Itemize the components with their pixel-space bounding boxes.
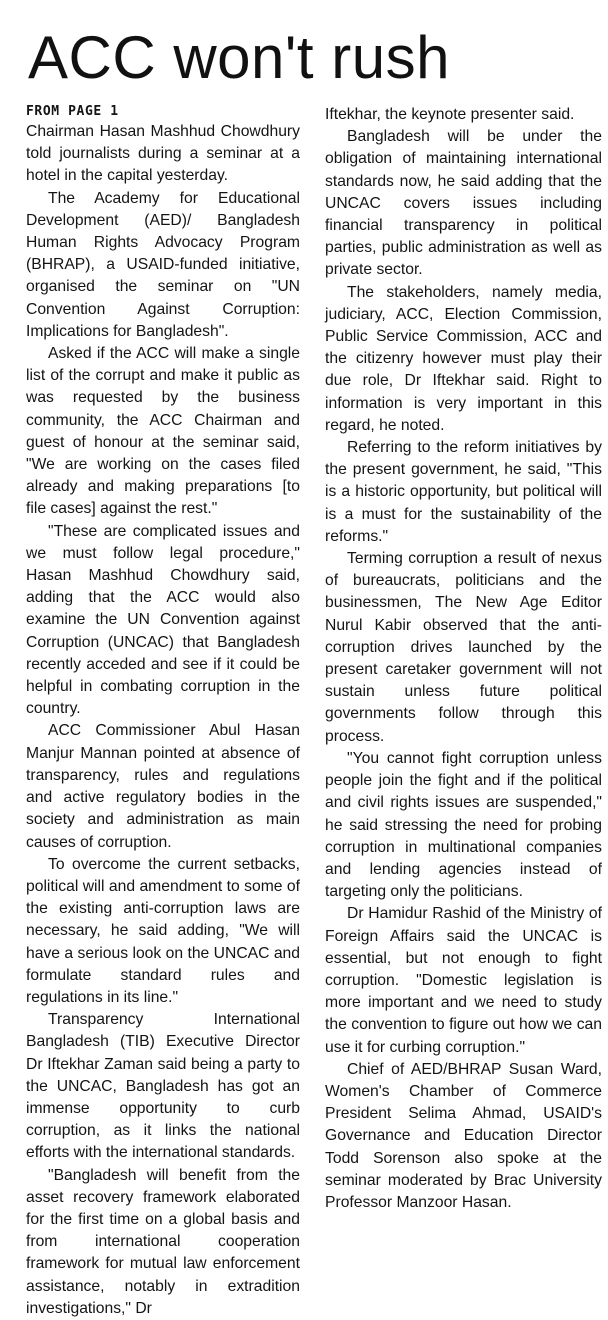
continuation-kicker: FROM PAGE 1 bbox=[26, 104, 119, 119]
article-column-right bbox=[325, 104, 602, 1289]
paragraph: The stakeholders, namely media, judiciary, ACC, Election Commission, Public Service Commission, ACC and the citizenry however must play their due role, Dr Iftekhar said. Right to information is very important in this regard, he noted. bbox=[325, 283, 602, 434]
paragraph: Chairman Hasan Mashhud Chowdhury told journalists during a seminar at a hotel in the capital yesterday. bbox=[26, 123, 300, 185]
paragraph: The Academy for Educational Development (AED)/ Bangladesh Human Rights Advocacy Program (BHRAP), a USAID-funded initiative, organised the seminar on "UN Convention Against Corruption: Implications for Bangladesh". bbox=[26, 189, 300, 340]
article-column-left bbox=[26, 104, 300, 1317]
paragraph: "You cannot fight corruption unless people join the fight and if the political and civil rights issues are suspended," he said stressing the need for probing corruption in multinational companies and lending agencies instead of targeting only the politicians. bbox=[325, 749, 602, 901]
paragraph: "These are complicated issues and we must follow legal procedure," Hasan Mashhud Chowdhury said, adding that the ACC would also examine the UN Convention against Corruption (UNCAC) that Bangladesh recently acceded and see if it could be helpful in combating corruption in the country. bbox=[26, 522, 300, 718]
paragraph: Dr Hamidur Rashid of the Ministry of Foreign Affairs said the UNCAC is essential, but not enough to fight corruption. "Domestic legislation is more important and we need to study the convention to figure out how we can use it for curbing corruption." bbox=[325, 905, 602, 1056]
paragraph: Terming corruption a result of nexus of bureaucrats, politicians and the businessmen, The New Age Editor Nurul Kabir observed that the anti-corruption drives launched by the present caretaker government will not sustain unless future political governments follow through this process. bbox=[325, 550, 602, 745]
paragraph: "Bangladesh will benefit from the asset recovery framework elaborated for the first time on a global basis and from international cooperation framework for mutual law enforcement assistance, notably in extradition investigations," Dr bbox=[26, 1166, 300, 1317]
paragraph: To overcome the current setbacks, political will and amendment to some of the existing anti-corruption laws are necessary, he said adding, "We will have a serious look on the UNCAC and formulate standard rules and regulations in its line." bbox=[26, 855, 300, 1006]
paragraph: Asked if the ACC will make a single list of the corrupt and make it public as was requested by the business community, the ACC Chairman and guest of honour at the seminar said, "We are working on the cases filed already and making preparations [to file cases] against the rest." bbox=[26, 345, 300, 518]
paragraph: Chief of AED/BHRAP Susan Ward, Women's Chamber of Commerce President Selima Ahmad, USAID's Governance and Education Director Todd Sorenson also spoke at the seminar moderated by Brac University Professor Manzoor Hasan. bbox=[325, 1060, 602, 1211]
paragraph: Bangladesh will be under the obligation of maintaining international standards now, he said adding that the UNCAC covers issues including financial transparency in political parties, public administration as well as private sector. bbox=[325, 128, 602, 279]
paragraph: Transparency International Bangladesh (TIB) Executive Director Dr Iftekhar Zaman said being a party to the UNCAC, Bangladesh has got an immense opportunity to curb corruption, as it links the national efforts with the international standards. bbox=[26, 1011, 300, 1162]
paragraph: ACC Commissioner Abul Hasan Manjur Mannan pointed at absence of transparency, rules and regulations and active regulatory bodies in the society and administration as main causes of corruption. bbox=[26, 722, 300, 851]
headline: ACC won't rush bbox=[28, 24, 450, 91]
paragraph: Iftekhar, the keynote presenter said. bbox=[325, 106, 575, 123]
paragraph: Referring to the reform initiatives by the present government, he said, "This is a historic opportunity, but political will is a must for the sustainability of the reforms." bbox=[325, 439, 602, 545]
